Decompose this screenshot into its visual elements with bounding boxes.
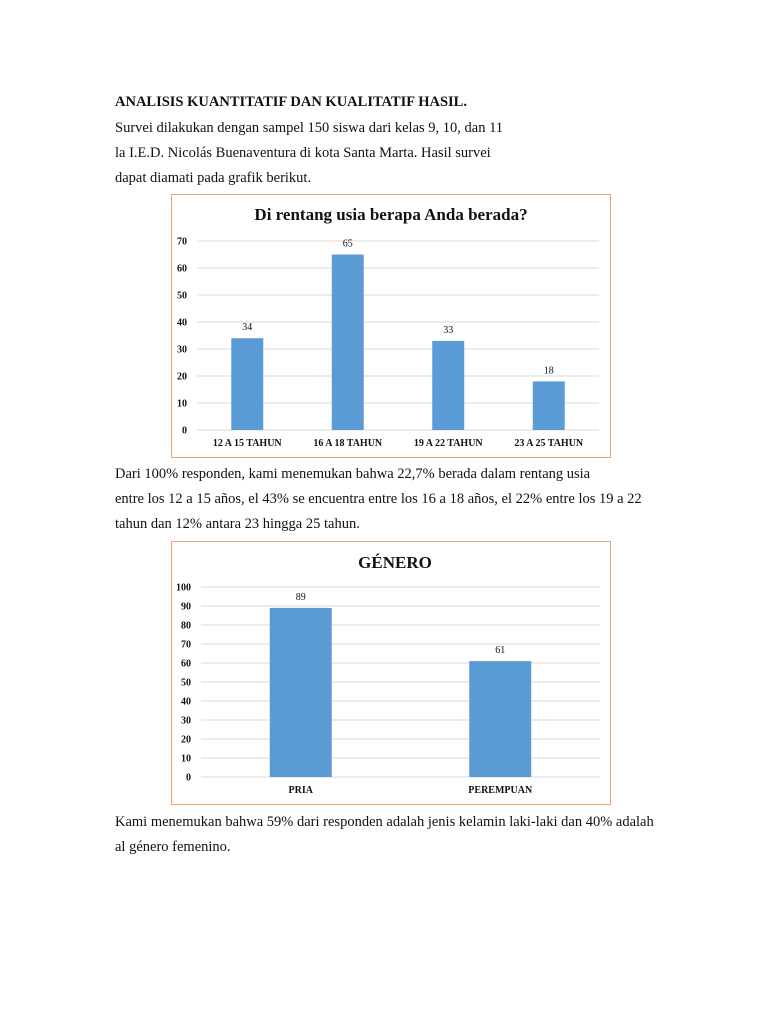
gender-chart-title: GÉNERO [358,553,432,572]
age-chart [171,194,611,458]
age-paragraph-line-2: entre los 12 a 15 años, el 43% se encuentra entre los 16 a 18 años, el 22% entre los 19 a 22 [115,491,642,507]
gender-chart-bar [270,608,332,777]
age-chart-y-tick-label: 0 [182,425,187,437]
age-paragraph-line-3: tahun dan 12% antara 23 hingga 25 tahun. [115,516,360,532]
gender-chart-svg [172,542,610,804]
age-chart-category-label: 16 A 18 TAHUN [313,438,383,449]
gender-paragraph-line-2: al género femenino. [115,839,231,855]
gender-chart-y-tick-label: 50 [181,677,191,689]
age-chart-data-label: 34 [242,322,253,334]
age-chart-data-label: 33 [443,324,454,336]
intro-line-1: Survei dilakukan dengan sampel 150 siswa dari kelas 9, 10, dan 11 [115,120,504,136]
age-chart-bar [332,255,364,431]
age-chart-category-label: 23 A 25 TAHUN [514,438,584,449]
age-chart-bar [432,341,464,430]
gender-chart-y-tick-label: 100 [176,582,191,594]
gender-chart-data-label: 89 [295,591,306,603]
age-chart-y-tick-label: 50 [177,290,187,302]
gender-chart-y-tick-label: 30 [181,715,191,727]
age-chart-svg [172,195,610,457]
age-chart-data-label: 18 [543,365,554,377]
age-chart-title: Di rentang usia berapa Anda berada? [254,205,528,224]
gender-chart [171,541,611,805]
gender-chart-category-label: PEREMPUAN [468,785,533,796]
intro-line-2: la I.E.D. Nicolás Buenaventura di kota Santa Marta. Hasil survei [115,145,491,161]
gender-chart-y-tick-label: 0 [186,772,191,784]
age-chart-y-tick-label: 30 [177,344,187,356]
age-chart-bar [533,381,565,430]
gender-chart-y-tick-label: 40 [181,696,191,708]
age-chart-y-tick-label: 10 [177,398,187,410]
age-chart-data-label: 65 [342,238,353,250]
gender-chart-y-tick-label: 90 [181,601,191,613]
age-chart-y-tick-label: 20 [177,371,187,383]
gender-chart-y-tick-label: 10 [181,753,191,765]
gender-paragraph-line-1: Kami menemukan bahwa 59% dari responden adalah jenis kelamin laki-laki dan 40% adalah [115,814,654,830]
age-chart-y-tick-label: 70 [177,236,187,248]
age-paragraph-line-1: Dari 100% responden, kami menemukan bahwa 22,7% berada dalam rentang usia [115,466,591,482]
gender-chart-y-tick-label: 60 [181,658,191,670]
gender-chart-data-label: 61 [495,645,506,657]
gender-chart-bar [469,661,531,777]
age-chart-y-tick-label: 60 [177,263,187,275]
document-heading: ANALISIS KUANTITATIF DAN KUALITATIF HASIL. [115,94,467,110]
gender-chart-y-tick-label: 20 [181,734,191,746]
gender-chart-y-tick-label: 80 [181,620,191,632]
gender-chart-y-tick-label: 70 [181,639,191,651]
gender-chart-category-label: PRIA [288,785,313,796]
age-chart-category-label: 19 A 22 TAHUN [413,438,483,449]
age-chart-bar [231,338,263,430]
age-chart-y-tick-label: 40 [177,317,187,329]
age-chart-category-label: 12 A 15 TAHUN [212,438,282,449]
intro-line-3: dapat diamati pada grafik berikut. [115,170,312,186]
